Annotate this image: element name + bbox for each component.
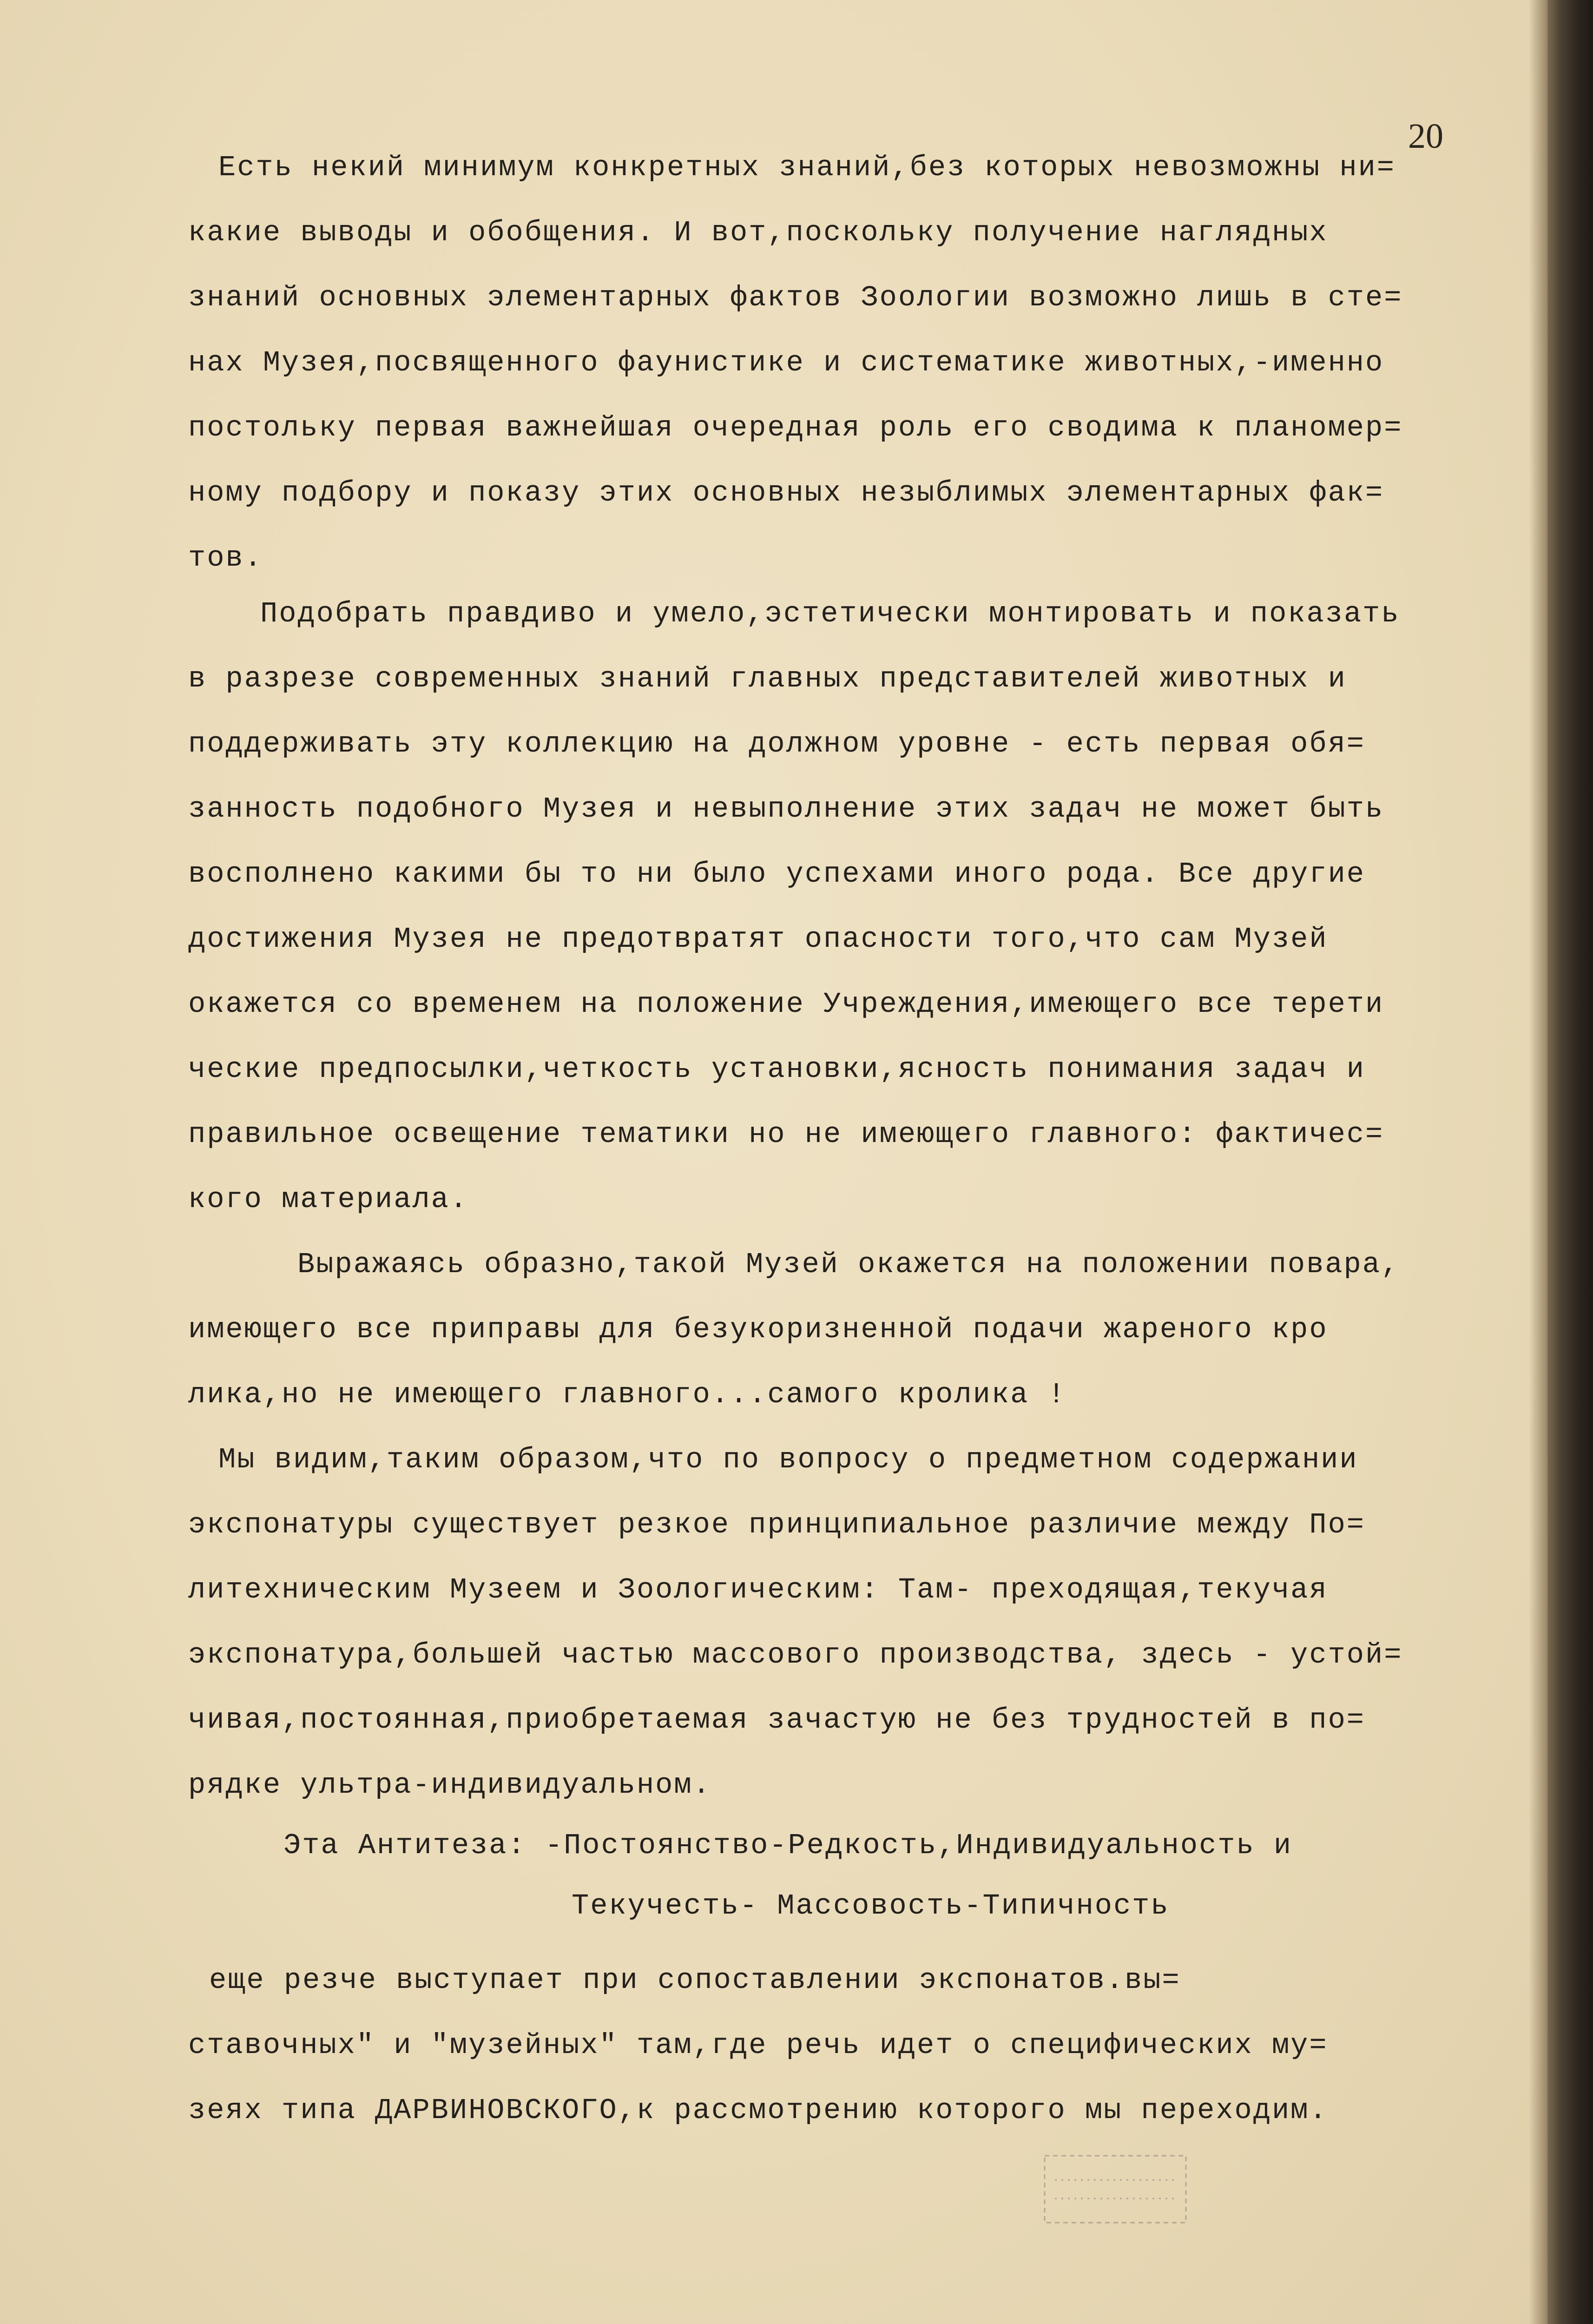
text-line: правильное освещение тематики но не имеющего главного: фактичес= <box>188 1118 1384 1151</box>
text-line: занность подобного Музея и невыполнение этих задач не может быть <box>188 792 1384 825</box>
text-line: ческие предпосылки,четкость установки,ясность понимания задач и <box>188 1053 1365 1086</box>
text-line: окажется со временем на положение Учреждения,имеющего все терети <box>188 988 1384 1021</box>
text-line: восполнено какими бы то ни было успехами иного рода. Все другие <box>188 858 1365 891</box>
text-line: Есть некий минимум конкретных знаний,без которых невозможны ни= <box>218 151 1396 184</box>
text-line: Эта Антитеза: -Постоянство-Редкость,Индивидуальность и <box>283 1829 1293 1862</box>
text-line: лика,но не имеющего главного...самого кролика ! <box>188 1378 1066 1411</box>
page-number: 20 <box>1408 117 1443 156</box>
text-line: достижения Музея не предотвратят опасности того,что сам Музей <box>188 923 1328 956</box>
text-line: тов. <box>188 541 263 574</box>
text-line: нах Музея,посвященного фаунистике и систематике животных,-именно <box>188 346 1384 379</box>
text-line: какие выводы и обобщения. И вот,поскольку получение наглядных <box>188 216 1328 249</box>
text-line: рядке ультра-индивидуальном. <box>188 1769 711 1802</box>
text-line: Текучесть- Массовость-Типичность <box>572 1889 1170 1922</box>
text-line: Выражаясь образно,такой Музей окажется на положении повара, <box>297 1248 1400 1281</box>
page-edge-shadow <box>1529 0 1547 2324</box>
text-line: литехническим Музеем и Зоологическим: Там- преходящая,текучая <box>188 1573 1328 1606</box>
text-line: имеющего все приправы для безукоризненной подачи жареного кро <box>188 1313 1328 1346</box>
binding-spine <box>1547 0 1593 2324</box>
text-line: Подобрать правдиво и умело,эстетически монтировать и показать <box>260 597 1400 630</box>
text-line: экспонатуры существует резкое принципиальное различие между По= <box>188 1508 1365 1541</box>
text-line: кого материала. <box>188 1183 469 1216</box>
text-line: экспонатура,большей частью массового производства, здесь - устой= <box>188 1638 1403 1671</box>
text-line: ному подбору и показу этих основных незыблимых элементарных фак= <box>188 476 1384 509</box>
text-line: постольку первая важнейшая очередная роль его сводима к планомер= <box>188 411 1403 444</box>
text-line: знаний основных элементарных фактов Зоологии возможно лишь в сте= <box>188 281 1403 314</box>
text-line: Мы видим,таким образом,что по вопросу о предметном содержании <box>218 1443 1358 1476</box>
text-line: ставочных" и "музейных" там,где речь идет о специфических му= <box>188 2029 1328 2062</box>
text-line: в разрезе современных знаний главных представителей животных и <box>188 662 1347 695</box>
text-line: поддерживать эту коллекцию на должном уровне - есть первая обя= <box>188 727 1365 760</box>
archive-stamp <box>1041 2152 1190 2226</box>
text-line: зеях типа ДАРВИНОВСКОГО,к рассмотрению которого мы переходим. <box>188 2094 1328 2127</box>
text-line: чивая,постоянная,приобретаемая зачастую не без трудностей в по= <box>188 1703 1365 1736</box>
text-line: еще резче выступает при сопоставлении экспонатов.вы= <box>209 1964 1181 1997</box>
